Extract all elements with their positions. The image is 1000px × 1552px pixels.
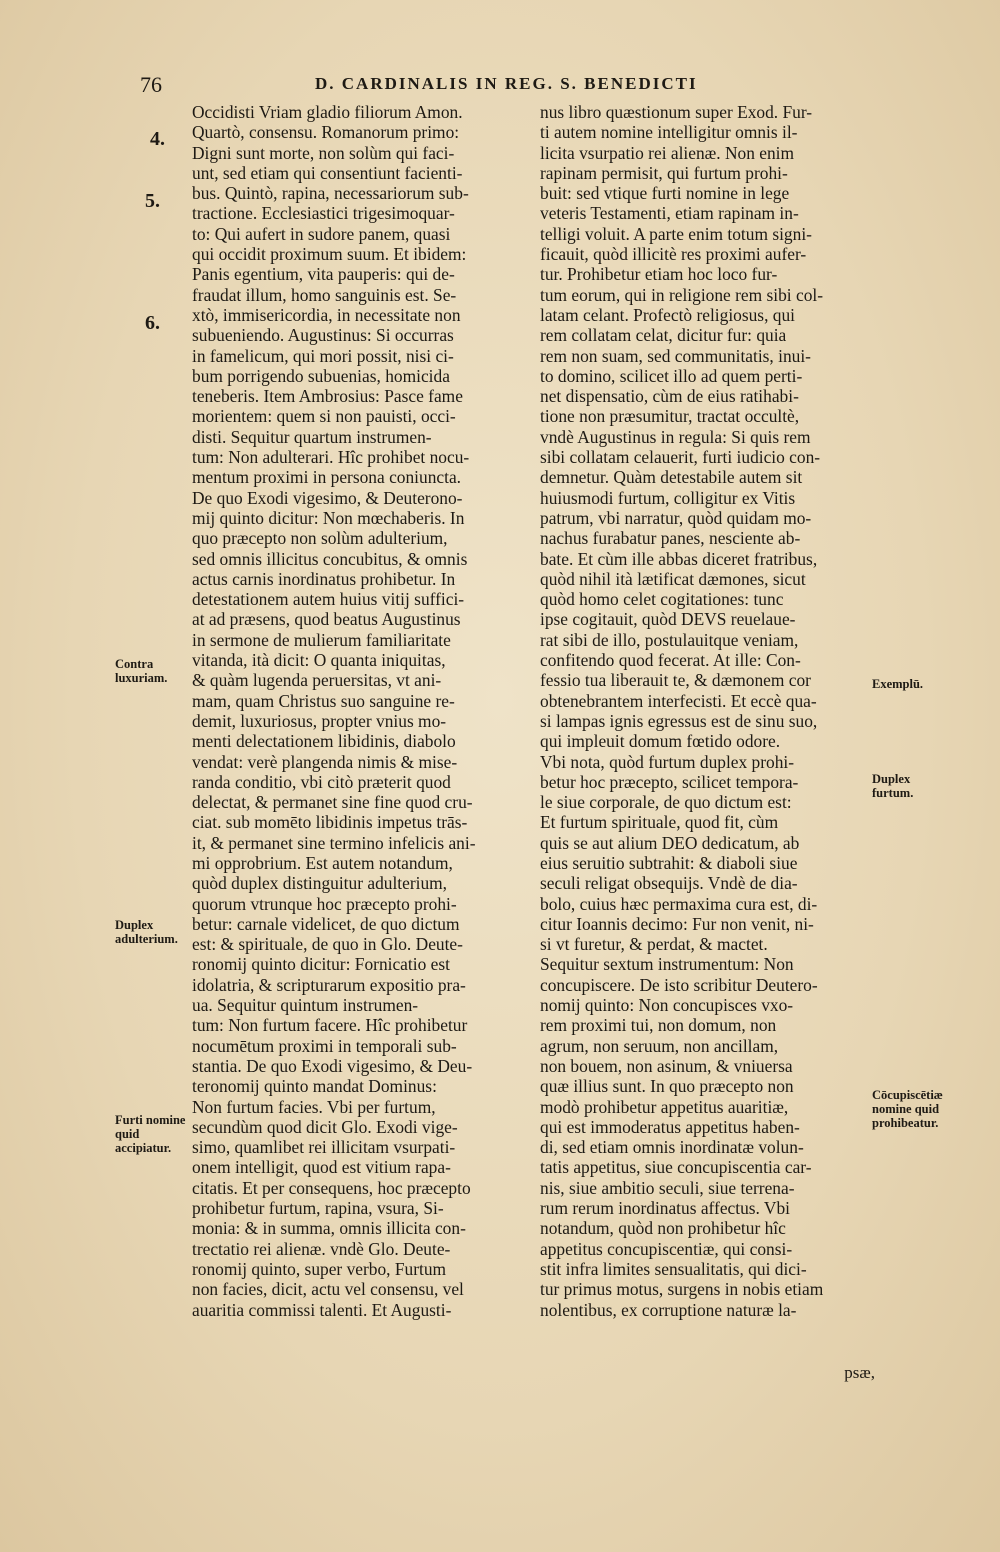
text-line: rapinam permisit, qui furtum prohi- bbox=[540, 162, 788, 183]
text-line: delectat, & permanet sine fine quod cru- bbox=[192, 792, 473, 813]
catchword: psæ, bbox=[844, 1363, 875, 1382]
text-line: in famelicum, qui mori possit, nisi ci- bbox=[192, 345, 454, 366]
text-line: mam, quam Christus suo sanguine re- bbox=[192, 690, 455, 711]
text-line: qui est immoderatus appetitus haben- bbox=[540, 1116, 800, 1137]
text-line: huiusmodi furtum, colligitur ex Vitis bbox=[540, 487, 796, 508]
text-line: ronomij quinto, super verbo, Furtum bbox=[192, 1258, 447, 1279]
text-line: si lampas ignis egressus est de sinu suo, bbox=[540, 710, 818, 731]
text-line: appetitus concupiscentiæ, qui consi- bbox=[540, 1238, 793, 1259]
text-line: quis se aut alium DEO dedicatum, ab bbox=[540, 832, 800, 853]
text-line: bate. Et cùm ille abbas diceret fratribus, bbox=[540, 548, 818, 569]
text-line: tur primus motus, surgens in nobis etiam bbox=[540, 1279, 824, 1300]
text-line: Et furtum spirituale, quod fit, cùm bbox=[540, 812, 779, 833]
text-line: bum porrigendo subuenias, homicida bbox=[192, 365, 450, 386]
text-line: fraudat illum, homo sanguinis est. Se- bbox=[192, 284, 457, 305]
text-line: in sermone de mulierum familiaritate bbox=[192, 629, 451, 650]
text-line: subueniendo. Augustinus: Si occurras bbox=[192, 325, 454, 346]
text-line: qui occidit proximum suum. Et ibidem: bbox=[192, 244, 467, 265]
text-line: nolentibus, ex corruptione naturæ la- bbox=[540, 1299, 797, 1320]
text-line: randa conditio, vbi citò præterit quod bbox=[192, 771, 451, 792]
text-line: Digni sunt morte, non solùm qui faci- bbox=[192, 142, 455, 163]
text-line: ciat. sub momēto libidinis impetus trās- bbox=[192, 812, 468, 833]
right-text-column bbox=[540, 102, 870, 1320]
text-line: demnetur. Quàm detestabile autem sit bbox=[540, 467, 803, 488]
text-line: teronomij quinto mandat Dominus: bbox=[192, 1076, 437, 1097]
text-line: citatis. Et per consequens, hoc præcepto bbox=[192, 1177, 471, 1198]
text-line: mentum proximi in persona coniuncta. bbox=[192, 467, 462, 488]
page-header bbox=[140, 72, 940, 102]
text-line: quòd homo celet cogitationes: tunc bbox=[540, 589, 784, 610]
text-line: trectatio rei alienæ. vndè Glo. Deute- bbox=[192, 1238, 451, 1259]
running-head: D. CARDINALIS IN REG. S. BENEDICTI bbox=[315, 74, 698, 93]
text-line: patrum, vbi narratur, quòd quidam mo- bbox=[540, 507, 812, 528]
text-line: xtò, immisericordia, in necessitate non bbox=[192, 304, 461, 325]
text-line: ipse cogitauit, quòd DEVS reuelaue- bbox=[540, 609, 796, 630]
text-line: actus carnis inordinatus prohibetur. In bbox=[192, 568, 456, 589]
text-line: ti autem nomine intelligitur omnis il- bbox=[540, 122, 798, 143]
margin-note-contra-luxuriam: Contra luxuriam. bbox=[115, 657, 168, 685]
text-line: licita vsurpatio rei alienæ. Non enim bbox=[540, 142, 795, 163]
text-line: rem proximi tui, non domum, non bbox=[540, 1015, 777, 1036]
text-line: nomij quinto: Non concupisces vxo- bbox=[540, 995, 794, 1016]
text-line: rem non suam, sed communitatis, inui- bbox=[540, 345, 811, 366]
text-line: qui impleuit domum fœtido odore. bbox=[540, 731, 781, 752]
text-line: rem collatam celat, dicitur fur: quia bbox=[540, 325, 787, 346]
text-line: idolatria, & scripturarum expositio pra- bbox=[192, 974, 466, 995]
text-line: demit, luxuriosus, propter vnius mo- bbox=[192, 710, 447, 731]
text-line: obtenebrantem interfecisti. Et eccè qua- bbox=[540, 690, 817, 711]
text-line: quo præcepto non solùm adulterium, bbox=[192, 528, 448, 549]
text-line: eius seruitio subtrahit: & diaboli siue bbox=[540, 852, 798, 873]
text-line: ua. Sequitur quintum instrumen- bbox=[192, 995, 419, 1016]
text-line: di, sed etiam omnis inordinatæ volun- bbox=[540, 1137, 804, 1158]
text-line: teneberis. Item Ambrosius: Pasce fame bbox=[192, 386, 463, 407]
text-line: est: & spirituale, de quo in Glo. Deute- bbox=[192, 934, 463, 955]
margin-note-concupiscentiae: Cōcupiscētiæ nomine quid prohibeatur. bbox=[872, 1088, 943, 1130]
margin-number-6: 6. bbox=[145, 312, 160, 334]
margin-note-duplex-furtum: Duplex furtum. bbox=[872, 772, 914, 800]
text-line: concupiscere. De isto scribitur Deutero- bbox=[540, 974, 818, 995]
text-line: agrum, non seruum, non ancillam, bbox=[540, 1035, 779, 1056]
text-line: bolo, cuius hæc permaxima cura est, di- bbox=[540, 893, 818, 914]
text-line: modò prohibetur appetitus auaritiæ, bbox=[540, 1096, 789, 1117]
text-line: to: Qui aufert in sudore panem, quasi bbox=[192, 223, 451, 244]
text-line: latam celant. Profectò religiosus, qui bbox=[540, 304, 795, 325]
text-line: tum: Non furtum facere. Hîc prohibetur bbox=[192, 1015, 468, 1036]
text-line: & quàm lugenda peruersitas, vt ani- bbox=[192, 670, 442, 691]
text-line: rum rerum inordinatus affectus. Vbi bbox=[540, 1198, 791, 1219]
text-line: disti. Sequitur quartum instrumen- bbox=[192, 426, 432, 447]
text-line: De quo Exodi vigesimo, & Deuterono- bbox=[192, 487, 463, 508]
text-line: tione non præsumitur, tractat occultè, bbox=[540, 406, 800, 427]
text-line: telligi voluit. A parte enim totum signi- bbox=[540, 223, 812, 244]
text-line: citur Ioannis decimo: Fur non venit, ni- bbox=[540, 913, 814, 934]
text-line: Non furtum facies. Vbi per furtum, bbox=[192, 1096, 436, 1117]
text-line: quorum vtrunque hoc præcepto prohi- bbox=[192, 893, 457, 914]
text-line: nocumētum proximi in temporali sub- bbox=[192, 1035, 457, 1056]
text-line: tum eorum, qui in religione rem sibi col- bbox=[540, 284, 824, 305]
text-line: mi opprobrium. Est autem notandum, bbox=[192, 852, 453, 873]
text-line: auaritia commissi talenti. Et Augusti- bbox=[192, 1299, 452, 1320]
text-line: quæ illius sunt. In quo præcepto non bbox=[540, 1076, 794, 1097]
text-line: mij quinto dicitur: Non mœchaberis. In bbox=[192, 507, 465, 528]
text-line: unt, sed etiam qui consentiunt facienti- bbox=[192, 162, 463, 183]
text-line: prohibetur furtum, rapina, vsura, Si- bbox=[192, 1198, 444, 1219]
text-line: it, & permanet sine termino infelicis ani- bbox=[192, 832, 476, 853]
text-line: bus. Quintò, rapina, necessariorum sub- bbox=[192, 183, 469, 204]
text-line: stantia. De quo Exodi vigesimo, & Deu- bbox=[192, 1055, 473, 1076]
text-line: to domino, scilicet illo ad quem perti- bbox=[540, 365, 803, 386]
margin-number-4: 4. bbox=[150, 128, 165, 150]
text-line: veteris Testamenti, etiam rapinam in- bbox=[540, 203, 799, 224]
margin-number-5: 5. bbox=[145, 190, 160, 212]
text-line: non facies, dicit, actu vel consensu, vel bbox=[192, 1279, 464, 1300]
text-line: quòd nihil ità lætificat dæmones, sicut bbox=[540, 568, 806, 589]
text-line: seculi religat obsequijs. Vndè de dia- bbox=[540, 873, 798, 894]
text-line: Sequitur sextum instrumentum: Non bbox=[540, 954, 794, 975]
text-line: Quartò, consensu. Romanorum primo: bbox=[192, 122, 460, 143]
margin-note-duplex-adulterium: Duplex adulterium. bbox=[115, 918, 178, 946]
text-line: monia: & in summa, omnis illicita con- bbox=[192, 1218, 466, 1239]
text-line: betur: carnale videlicet, de quo dictum bbox=[192, 913, 460, 934]
margin-note-exemplum: Exemplū. bbox=[872, 677, 924, 691]
text-line: sed omnis illicitus concubitus, & omnis bbox=[192, 548, 468, 569]
text-line: nus libro quæstionum super Exod. Fur- bbox=[540, 102, 813, 122]
text-line: confitendo quod fecerat. At ille: Con- bbox=[540, 650, 801, 671]
text-line: simo, quamlibet rei illicitam vsurpati- bbox=[192, 1137, 456, 1158]
text-line: Occidisti Vriam gladio filiorum Amon. bbox=[192, 102, 463, 122]
text-line: notandum, quòd non prohibetur hîc bbox=[540, 1218, 786, 1239]
page-number: 76 bbox=[140, 72, 162, 97]
text-line: vendat: verè plangenda nimis & mise- bbox=[192, 751, 458, 772]
text-line: rat sibi de illo, postulauitque veniam, bbox=[540, 629, 799, 650]
text-line: tractione. Ecclesiastici trigesimoquar- bbox=[192, 203, 455, 224]
text-line: ficauit, quòd illicitè res proximi aufer- bbox=[540, 244, 807, 265]
text-line: betur hoc præcepto, scilicet tempora- bbox=[540, 771, 799, 792]
text-line: at ad præsens, quod beatus Augustinus bbox=[192, 609, 461, 630]
text-line: vndè Augustinus in regula: Si quis rem bbox=[540, 426, 811, 447]
text-line: le siue corporale, de quo dictum est: bbox=[540, 792, 792, 813]
text-line: detestationem autem huius vitij suffici- bbox=[192, 589, 465, 610]
text-line: quòd duplex distinguitur adulterium, bbox=[192, 873, 448, 894]
text-line: onem intelligit, quod est vitium rapa- bbox=[192, 1157, 451, 1178]
text-line: nis, siue ambitio seculi, siue terrena- bbox=[540, 1177, 795, 1198]
left-text-column bbox=[192, 102, 527, 1320]
text-line: buit: sed vtique furti nomine in lege bbox=[540, 183, 790, 204]
text-line: nachus furabatur panes, nesciente ab- bbox=[540, 528, 801, 549]
text-line: sibi collatam celauerit, furti iudicio con- bbox=[540, 447, 821, 468]
text-line: Panis egentium, vita pauperis: qui de- bbox=[192, 264, 455, 285]
text-line: menti delectationem libidinis, diabolo bbox=[192, 731, 456, 752]
text-line: morientem: quem si non pauisti, occi- bbox=[192, 406, 456, 427]
text-line: Vbi nota, quòd furtum duplex prohi- bbox=[540, 751, 795, 772]
text-line: ronomij quinto dicitur: Fornicatio est bbox=[192, 954, 450, 975]
text-line: tur. Prohibetur etiam hoc loco fur- bbox=[540, 264, 778, 285]
text-line: fessio tua liberauit te, & dæmonem cor bbox=[540, 670, 811, 691]
text-line: tum: Non adulterari. Hîc prohibet nocu- bbox=[192, 447, 470, 468]
margin-note-furti-nomine: Furti nomine quid accipiatur. bbox=[115, 1113, 186, 1155]
text-line: secundùm quod dicit Glo. Exodi vige- bbox=[192, 1116, 458, 1137]
text-line: si vt furetur, & perdat, & mactet. bbox=[540, 934, 768, 955]
text-line: tatis appetitus, siue concupiscentia car- bbox=[540, 1157, 812, 1178]
text-line: net dispensatio, cùm de eius ratihabi- bbox=[540, 386, 799, 407]
text-line: non bouem, non asinum, & vniuersa bbox=[540, 1055, 793, 1076]
text-line: vitanda, ità dicit: O quanta iniquitas, bbox=[192, 650, 446, 671]
text-line: stit infra limites sensualitatis, qui dici- bbox=[540, 1258, 807, 1279]
